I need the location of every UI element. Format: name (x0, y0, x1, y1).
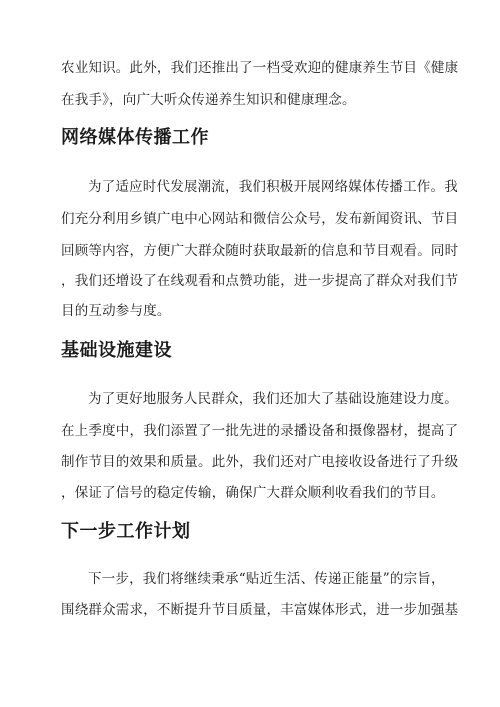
paragraph-line: 下一步，我们将继续秉承“贴近生活、传递正能量”的宗旨， (88, 571, 445, 587)
paragraph-line: 目的互动参与度。 (61, 303, 171, 319)
paragraph-line: 们充分利用乡镇广电中心网站和微信公众号，发布新闻资讯、节目 (61, 211, 459, 227)
paragraph-line: 为了适应时代发展潮流，我们积极开展网络媒体传播工作。我 (88, 179, 458, 195)
paragraph-line: 农业知识。此外，我们还推出了一档受欢迎的健康养生节目《健康 (61, 60, 459, 76)
section-heading: 下一步工作计划 (61, 521, 191, 542)
paragraph-line: ，我们还增设了在线观看和点赞功能，进一步提高了群众对我们节 (61, 273, 459, 289)
paragraph-line: 在上季度中，我们添置了一批先进的录播设备和摄像器材，提高了 (61, 423, 459, 439)
paragraph-line: 在我手》，向广大听众传递养生知识和健康理念。 (61, 92, 356, 108)
paragraph-line: 制作节目的效果和质量。此外，我们还对广电接收设备进行了升级 (61, 454, 459, 470)
paragraph-line: 回顾等内容，方便广大群众随时获取最新的信息和节目观看。同时 (61, 243, 459, 259)
paragraph-line: 围绕群众需求，不断提升节目质量，丰富媒体形式，进一步加强基 (61, 602, 459, 618)
paragraph-line: 为了更好地服务人民群众，我们还加大了基础设施建设力度。 (88, 391, 458, 407)
section-heading: 基础设施建设 (61, 340, 172, 361)
paragraph-line: ，保证了信号的稳定传输，确保广大群众顺利收看我们的节目。 (61, 485, 445, 501)
section-heading: 网络媒体传播工作 (61, 127, 209, 148)
